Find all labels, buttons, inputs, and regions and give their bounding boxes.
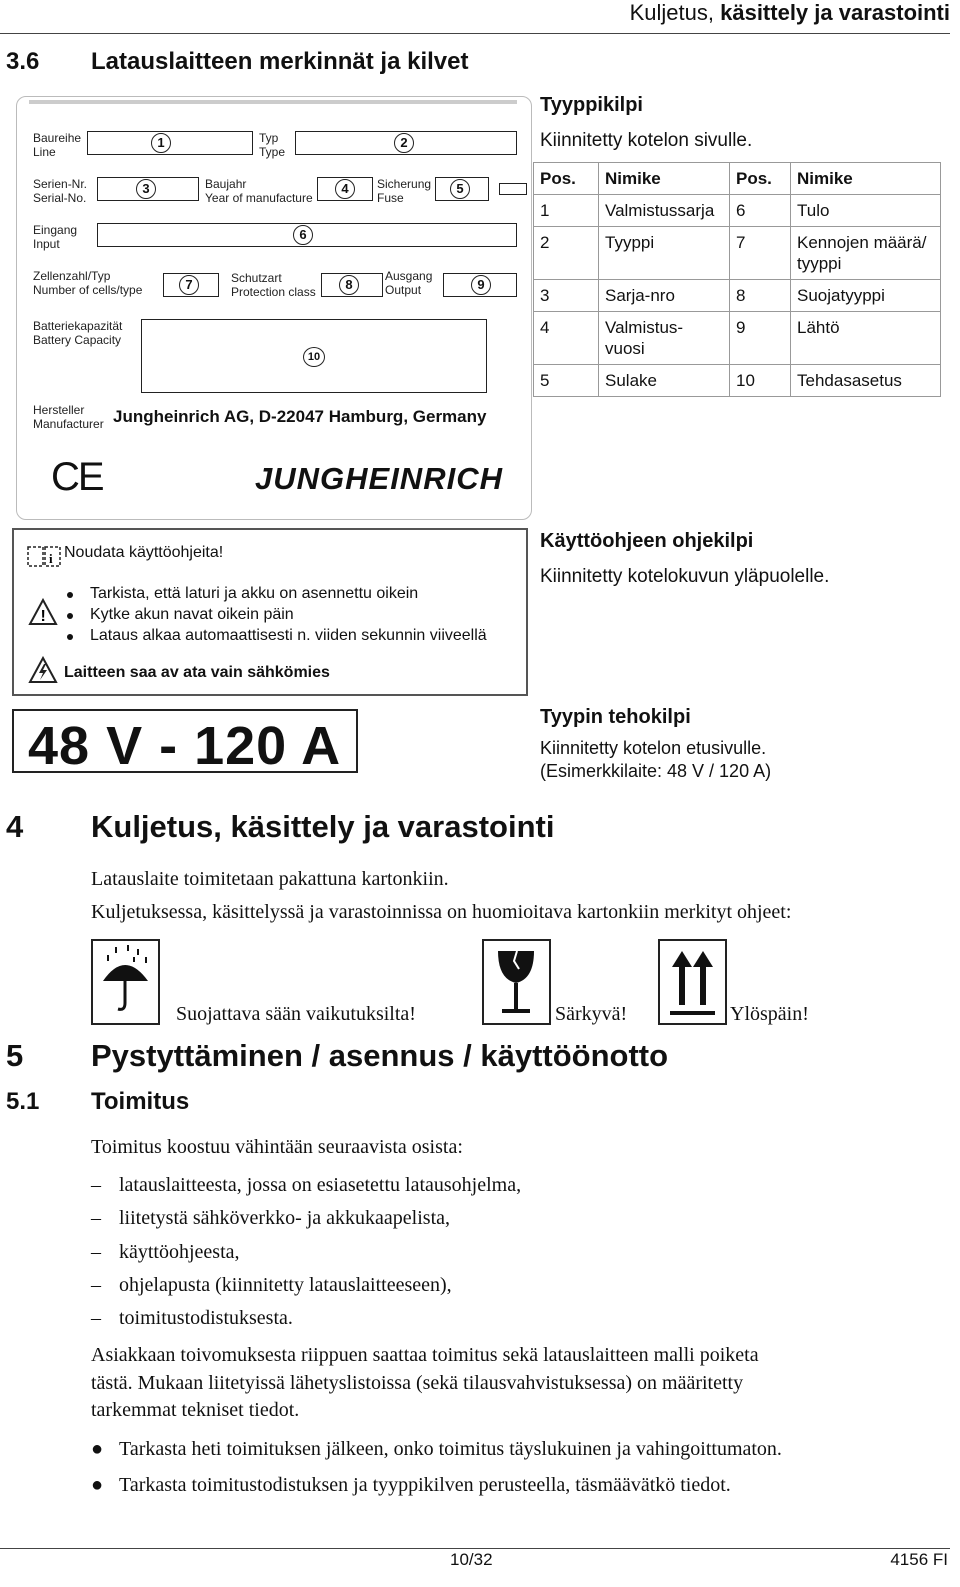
page-number: 10/32: [450, 1550, 493, 1569]
delivery-list: [91, 1169, 521, 1335]
label-head: Noudata käyttöohjeita!: [64, 544, 224, 561]
table-cell: Valmistus- vuosi: [599, 312, 730, 365]
fuse-icon: [499, 183, 527, 195]
table-cell: Tehdasasetus: [791, 365, 941, 397]
electric-hazard-icon: [28, 656, 58, 684]
table-cell: Sulake: [599, 365, 730, 397]
plate-label-cells: Zellenzahl/Typ Number of cells/type: [33, 269, 143, 297]
header-rule: [0, 33, 950, 34]
table-cell: 2: [534, 227, 599, 280]
plate-num-6: 6: [293, 225, 313, 245]
bullet-dot: [67, 592, 73, 598]
table-row: [534, 365, 941, 397]
table-row: [534, 227, 941, 280]
delivery-intro: Toimitus koostuu vähintään seuraavista osista:: [91, 1136, 463, 1158]
table-cell: Kennojen määrä/ tyyppi: [791, 227, 941, 280]
symbol-caption-up: Ylöspäin!: [730, 1003, 809, 1025]
table-row: [534, 195, 941, 227]
section-title: Kuljetus, käsittely ja varastointi: [91, 809, 555, 844]
table-cell: 4: [534, 312, 599, 365]
section-5-heading: [6, 1038, 668, 1074]
table-header: Pos.: [730, 163, 791, 195]
section-4-heading: [6, 809, 554, 845]
plate-label-line: Baureihe Line: [33, 131, 82, 159]
plate-num-5: 5: [450, 179, 470, 199]
plate-label-protection: Schutzart Protection class: [231, 271, 316, 299]
power-label-sub1: Kiinnitetty kotelon etusivulle.: [540, 738, 767, 758]
table-header-row: [534, 163, 941, 195]
section-number: 5.1: [6, 1088, 40, 1115]
symbol-caption-dry: Suojattava sään vaikutuksilta!: [176, 1003, 416, 1025]
header-right: käsittely ja varastointi: [720, 0, 950, 25]
plate-num-3: 3: [136, 179, 156, 199]
table-cell: Lähtö: [791, 312, 941, 365]
table-cell: 6: [730, 195, 791, 227]
plate-label-manufacturer: Hersteller Manufacturer: [33, 403, 104, 431]
table-cell: Tyyppi: [599, 227, 730, 280]
plate-label-capacity: Batteriekapazität Battery Capacity: [33, 319, 123, 347]
svg-text:!: !: [40, 608, 46, 625]
sec4-para2: Kuljetuksessa, käsittelyssä ja varastoinnissa on huomioitava kartonkiin merkityt ohjeet:: [91, 901, 792, 923]
plate-label-type: Typ Type: [259, 131, 286, 159]
table-cell: Sarja-nro: [599, 280, 730, 312]
bullet-dot: [67, 613, 73, 619]
plate-num-10: 10: [303, 347, 325, 367]
list-item: ● Tarkasta heti toimituksen jälkeen, onko toimitus täyslukuinen ja vahingoittumaton.: [91, 1438, 782, 1460]
section-number: 5: [6, 1038, 24, 1073]
plate-num-1: 1: [151, 133, 171, 153]
power-label-sub2: (Esimerkkilaite: 48 V / 120 A): [540, 761, 772, 781]
plate-num-2: 2: [394, 133, 414, 153]
table-cell: 8: [730, 280, 791, 312]
label-item: Lataus alkaa automaattisesti n. viiden sekunnin viiveellä: [90, 627, 487, 644]
section-number: 3.6: [6, 48, 40, 75]
manual-book-icon: [26, 544, 62, 568]
keep-dry-icon: [91, 939, 160, 1025]
section-3-6-heading: [6, 48, 468, 76]
list-item: – liitetystä sähköverkko- ja akkukaapelista,: [91, 1207, 451, 1230]
typeplate-sub: Kiinnitetty kotelon sivulle.: [540, 130, 753, 151]
label-foot: Laitteen saa av ata vain sähkömies: [64, 664, 330, 681]
ce-mark: CE: [51, 455, 103, 499]
typeplate-title: Tyyppikilpi: [540, 94, 643, 116]
table-cell: 5: [534, 365, 599, 397]
power-label-title: Tyypin tehokilpi: [540, 706, 691, 728]
table-row: [534, 312, 941, 365]
section-title: Toimitus: [91, 1088, 190, 1115]
table-header: Nimike: [599, 163, 730, 195]
instruction-label-title: Käyttöohjeen ohjekilpi: [540, 530, 754, 552]
power-rating: 48 V - 120 A: [28, 716, 342, 776]
running-header: [630, 0, 950, 26]
table-cell: 9: [730, 312, 791, 365]
power-label-figure: [12, 709, 358, 776]
table-cell: 3: [534, 280, 599, 312]
plate-label-input: Eingang Input: [33, 223, 78, 251]
section-title: Latauslaitteen merkinnät ja kilvet: [91, 48, 469, 75]
header-left: Kuljetus,: [629, 0, 714, 25]
check-list: [91, 1431, 782, 1503]
footer-rule: [0, 1548, 950, 1549]
table-cell: 7: [730, 227, 791, 280]
list-item: – ohjelapusta (kiinnitetty latauslaitteeseen),: [91, 1273, 452, 1296]
table-cell: Valmistussarja: [599, 195, 730, 227]
fragile-icon: [482, 939, 551, 1025]
delivery-paragraph: Asiakkaan toivomuksesta riippuen saattaa toimitus sekä latauslaitteen malli poiketa tästä. Mukaan liitetyissä lähetyslistoissa (sekä tilausvahvistuksessa) on määritetty tarkemmat tekniset tiedot.: [91, 1344, 759, 1421]
plate-top-edge: [29, 100, 517, 104]
section-number: 4: [6, 809, 24, 844]
table-cell: 1: [534, 195, 599, 227]
table-cell: 10: [730, 365, 791, 397]
warning-triangle-icon: [28, 598, 58, 626]
table-cell: Tulo: [791, 195, 941, 227]
plate-num-4: 4: [335, 179, 355, 199]
section-5-1-heading: [6, 1088, 189, 1116]
label-item: Kytke akun navat oikein päin: [90, 606, 294, 623]
svg-text:i: i: [49, 551, 53, 566]
table-cell: Suojatyyppi: [791, 280, 941, 312]
plate-label-fuse: Sicherung Fuse: [377, 177, 432, 205]
instruction-label-figure: [12, 528, 528, 696]
plate-label-output: Ausgang Output: [385, 269, 433, 297]
plate-label-year: Baujahr Year of manufacture: [205, 177, 313, 205]
plate-num-9: 9: [471, 275, 491, 295]
section-title: Pystyttäminen / asennus / käyttöönotto: [91, 1038, 669, 1073]
plate-label-serial: Serien-Nr. Serial-No.: [33, 177, 88, 205]
list-item: ● Tarkasta toimitustodistuksen ja tyyppikilven perusteella, täsmäävätkö tiedot.: [91, 1474, 731, 1496]
label-item: Tarkista, että laturi ja akku on asennettu oikein: [90, 585, 419, 602]
table-header: Pos.: [534, 163, 599, 195]
table-header: Nimike: [791, 163, 941, 195]
bullet-dot: [67, 634, 73, 640]
this-way-up-icon: [658, 939, 727, 1025]
list-item: – toimitustodistuksesta.: [91, 1307, 293, 1330]
type-plate-figure: [16, 96, 532, 520]
plate-num-7: 7: [179, 275, 199, 295]
brand-logo: JUNGHEINRICH: [255, 461, 503, 496]
typeplate-table: [533, 162, 941, 397]
table-row: [534, 280, 941, 312]
plate-manufacturer: Jungheinrich AG, D-22047 Hamburg, Germany: [113, 407, 487, 426]
list-item: – käyttöohjeesta,: [91, 1240, 240, 1263]
instruction-label-sub: Kiinnitetty kotelokuvun yläpuolelle.: [540, 566, 830, 587]
symbol-caption-fragile: Särkyvä!: [555, 1003, 628, 1025]
document-id: 4156 FI: [890, 1550, 948, 1569]
sec4-para1: Latauslaite toimitetaan pakattuna kartonkiin.: [91, 868, 449, 890]
plate-num-8: 8: [339, 275, 359, 295]
list-item: – latauslaitteesta, jossa on esiasetettu latausohjelma,: [91, 1174, 522, 1196]
